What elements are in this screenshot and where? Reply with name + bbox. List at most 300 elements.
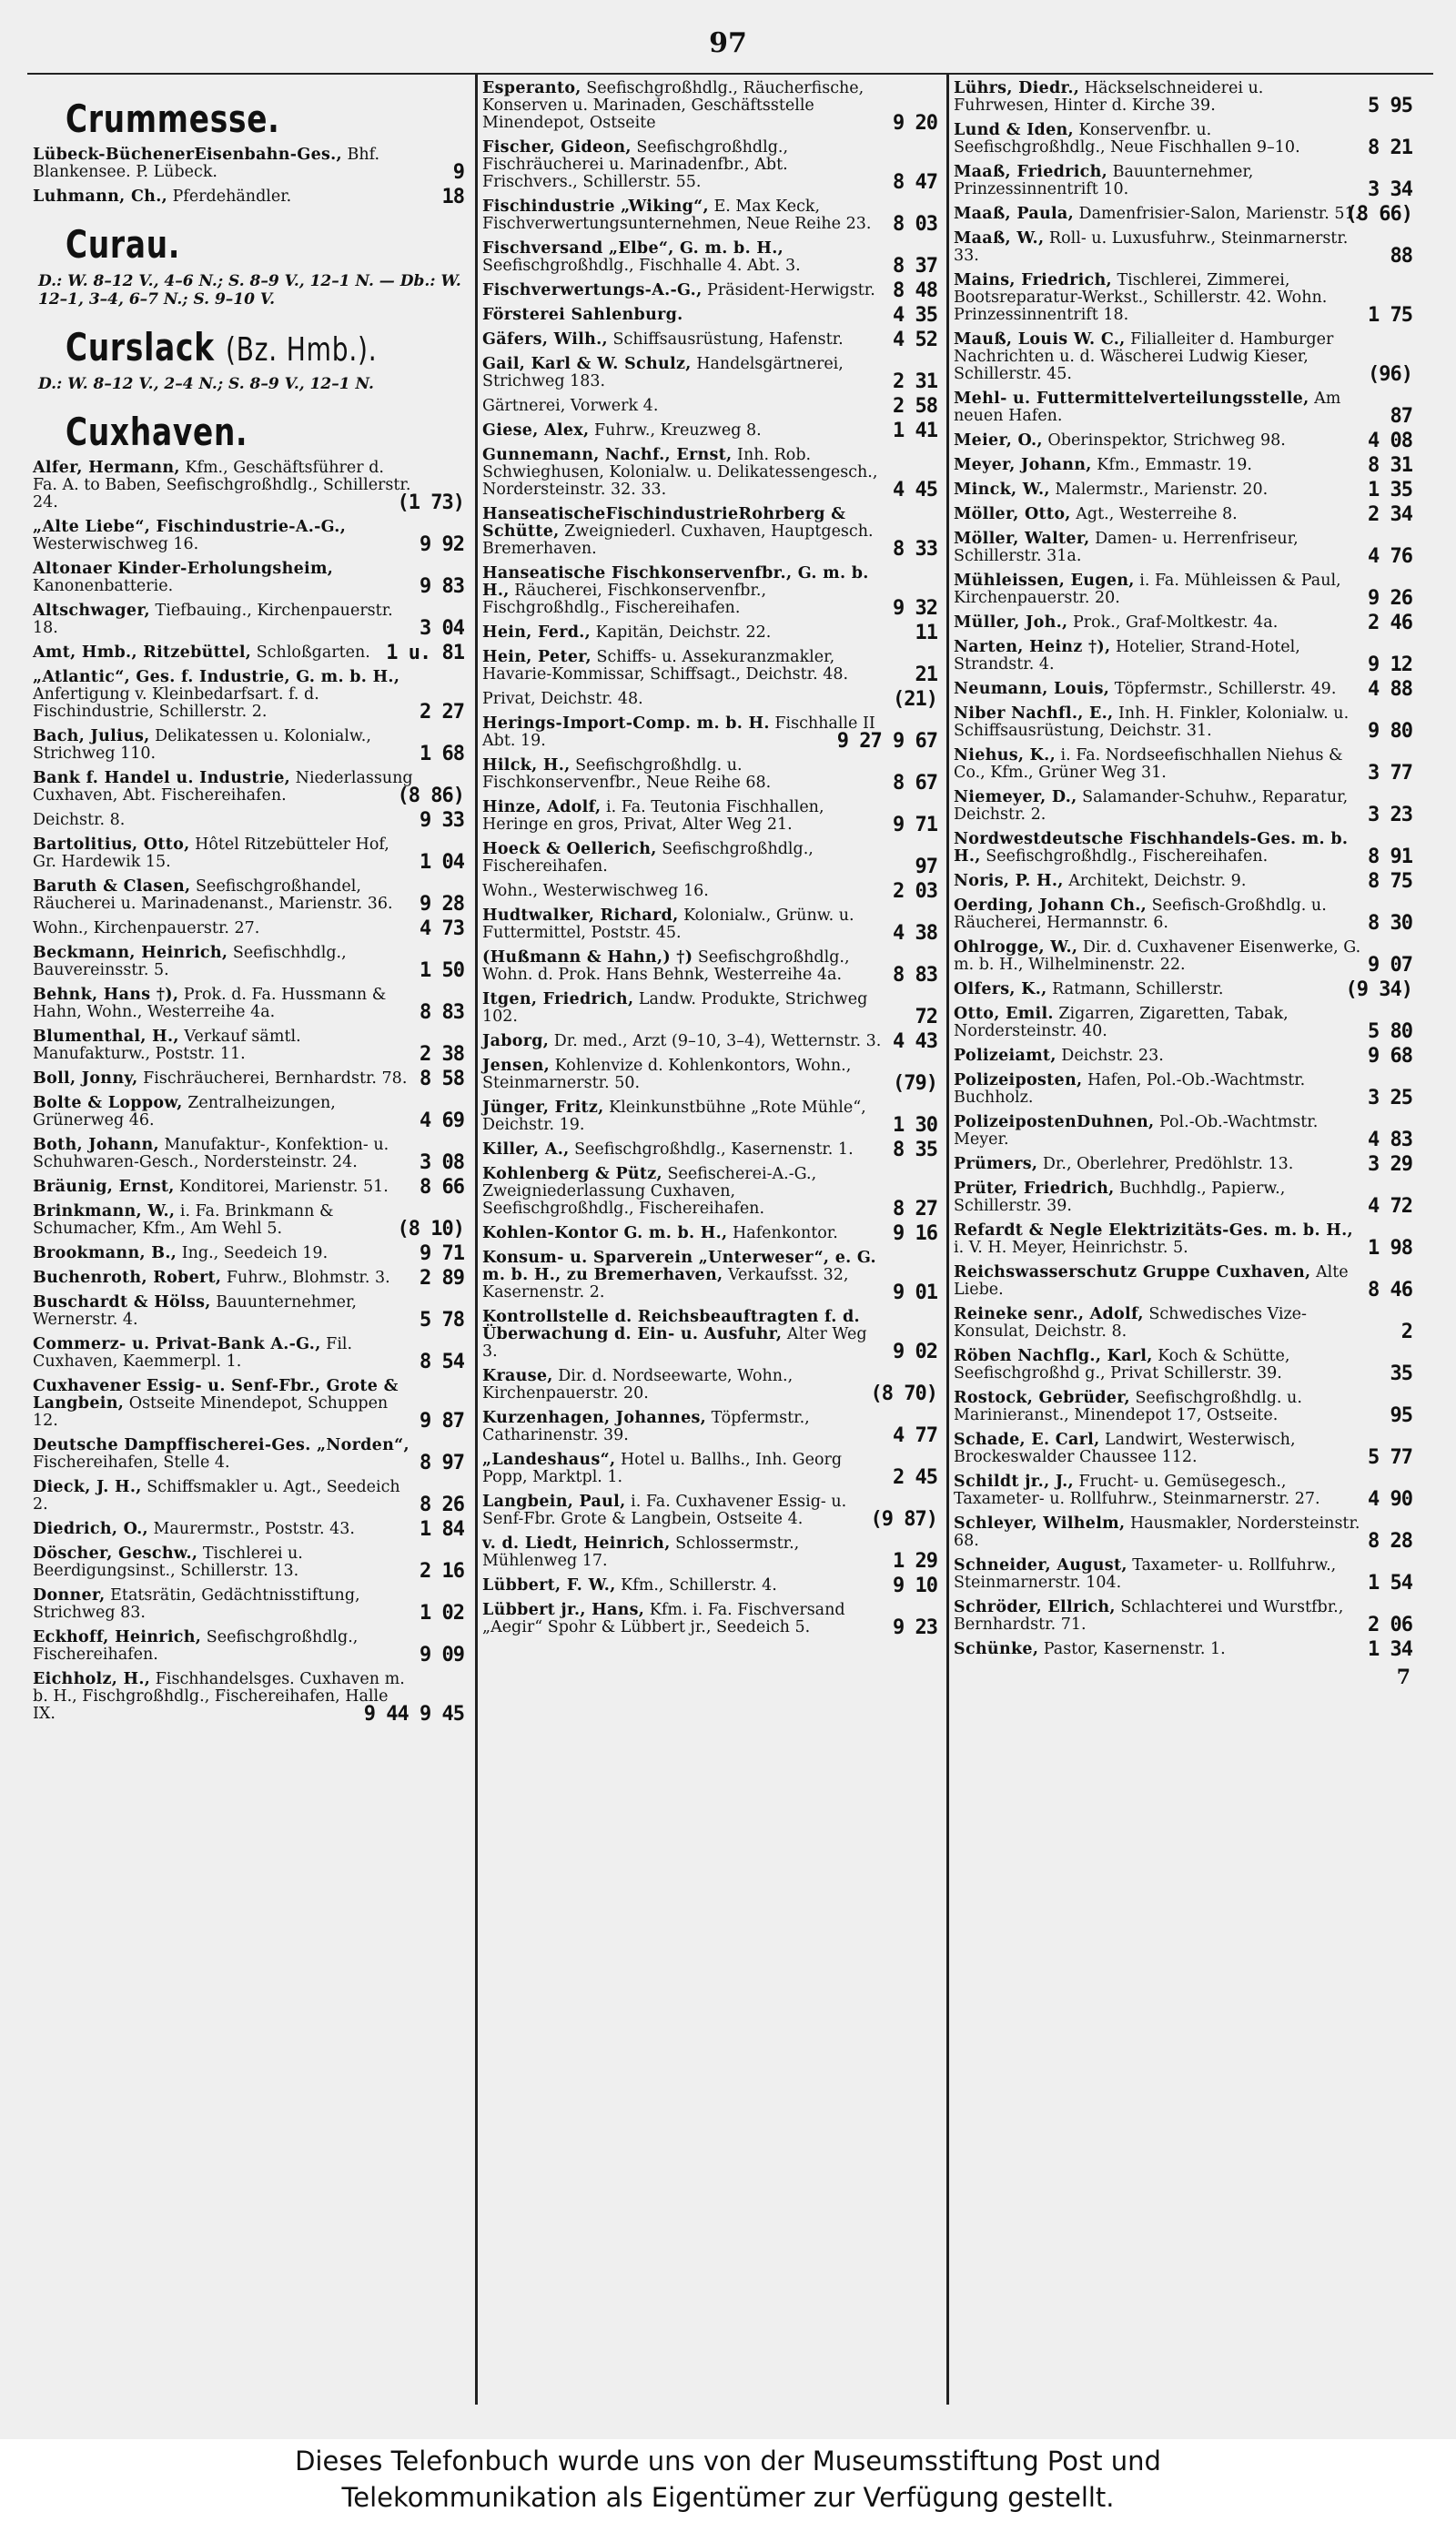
directory-entry — [33, 1202, 470, 1241]
phone-number: 2 89 — [420, 1267, 464, 1290]
directory-entry — [33, 1377, 470, 1433]
entry-name: Lund & Iden, — [954, 121, 1074, 139]
directory-entry — [954, 1638, 1418, 1661]
entry-details: Verkauf sämtl. Manufakturw., Poststr. 11. — [33, 1028, 301, 1063]
phone-number: 87 — [1390, 405, 1412, 428]
entry-details: i. Fa. Cuxhavener Essig- u. Senf-Fbr. Grote & Langbein, Ostseite 4. — [482, 1493, 847, 1528]
phone-number: 9 09 — [420, 1644, 464, 1666]
phone-number: 9 27 9 67 — [836, 730, 937, 753]
town-name: Curau. — [66, 222, 181, 267]
entry-details: Konditorei, Marienstr. 51. — [179, 1178, 389, 1196]
entry-details: Seefischgroßhdlg., Fischräucherei u. Marinadenfbr., Abt. Frischvers., Schillerstr. 55. — [482, 138, 789, 191]
phone-number: 5 95 — [1368, 95, 1412, 117]
phone-number: (9 87) — [870, 1508, 937, 1531]
entry-details: Roll- u. Luxusfuhrw., Steinmarnerstr. 33. — [954, 229, 1349, 265]
directory-entry — [954, 614, 1418, 632]
town-heading — [66, 410, 380, 454]
directory-entry — [954, 831, 1418, 866]
phone-number: 8 33 — [893, 538, 937, 561]
entry-details: Seefischgroßhdlg., Fischhalle 4. Abt. 3. — [482, 257, 801, 275]
directory-entry — [954, 1556, 1418, 1595]
entry-details: Fischereihafen, Stelle 4. — [33, 1453, 230, 1472]
entry-details: Bhf. Blankensee. P. Lübeck. — [33, 146, 380, 181]
directory-entry — [33, 770, 470, 805]
entry-name: Eckhoff, Heinrich, — [33, 1628, 202, 1646]
entry-name: Krause, — [482, 1367, 553, 1385]
entry-details: i. V. H. Meyer, Heinrichstr. 5. — [954, 1239, 1188, 1257]
directory-entry — [954, 1114, 1418, 1149]
entry-name: Herings-Import-Comp. m. b. H. — [482, 714, 770, 733]
entry-name: Jaborg, — [482, 1032, 550, 1050]
entry-name: Gäfers, Wilh., — [482, 330, 608, 349]
directory-entry — [33, 1670, 470, 1726]
entry-details: i. Fa. Nordseefischhallen Niehus & Co., Kfm., Grüner Weg 31. — [954, 746, 1343, 782]
entry-details: Pastor, Kasernenstr. 1. — [1043, 1640, 1226, 1658]
phone-number: 1 u. 81 — [386, 642, 464, 664]
directory-entry — [954, 432, 1418, 450]
directory-entry — [954, 330, 1418, 386]
entry-details: Hafen, Pol.-Ob.-Wachtmstr. Buchholz. — [954, 1071, 1306, 1107]
entry-details: Maurermstr., Poststr. 43. — [153, 1520, 355, 1538]
directory-entry — [954, 1431, 1418, 1469]
phone-number: (96) — [1368, 363, 1412, 386]
entry-name: Schneider, August, — [954, 1556, 1127, 1575]
entry-name: Lübeck-BüchenerEisenbahn-Ges., — [33, 146, 342, 164]
entry-details: Alte Liebe. — [954, 1263, 1349, 1299]
entry-name: Konsum- u. Sparverein „Unterweser“, e. G. m. b. H., zu Bremerhaven, — [482, 1249, 876, 1284]
entry-details: Damenfrisier-Salon, Marienstr. 51. — [1078, 205, 1360, 223]
entry-details: Kfm., Geschäftsführer d. Fa. A. to Baben, Seefischgroßhdlg., Schillerstr. 24. — [33, 459, 411, 511]
phone-number: 4 77 — [893, 1424, 937, 1447]
entry-details: Dr. med., Arzt (9–10, 3–4), Wetternstr. 3. — [553, 1032, 882, 1050]
directory-entry — [33, 560, 470, 598]
entry-details: Dir. d. Nordseewarte, Wohn., Kirchenpauerstr. 20. — [482, 1367, 794, 1403]
entry-name: Prümers, — [954, 1155, 1038, 1173]
phone-number: 2 58 — [893, 395, 937, 418]
entry-details: Westerwischweg 16. — [33, 535, 199, 553]
directory-entry — [954, 122, 1418, 157]
entry-name: Buchenroth, Robert, — [33, 1269, 222, 1287]
entry-details: Zweigniederl. Cuxhaven, Hauptgesch. Bremerhaven. — [482, 522, 874, 558]
directory-entry — [954, 1005, 1418, 1043]
phone-number: 4 69 — [420, 1109, 464, 1132]
entry-name: Otto, Emil. — [954, 1005, 1054, 1023]
entry-details: Frucht- u. Gemüsegesch., Taxameter- u. Rollfuhrw., Steinmarnerstr. 27. — [954, 1473, 1320, 1508]
directory-entry — [33, 1293, 470, 1332]
entry-details: Prok. d. Fa. Hussmann & Hahn, Wohn., Westerreihe 4a. — [33, 986, 387, 1021]
phone-number: 4 43 — [893, 1030, 937, 1053]
phone-number: 8 75 — [1368, 870, 1412, 893]
entry-details: Präsident-Herwigstr. — [707, 281, 875, 299]
directory-entry — [33, 728, 470, 763]
phone-number: 8 83 — [893, 964, 937, 987]
entry-details: Ratmann, Schillerstr. — [1052, 980, 1224, 998]
phone-number: 9 71 — [893, 814, 937, 836]
phone-number: 9 83 — [420, 575, 464, 598]
entry-name: Reineke senr., Adolf, — [954, 1305, 1144, 1323]
phone-number: 72 — [915, 1006, 937, 1028]
phone-number: 1 98 — [1368, 1237, 1412, 1260]
directory-entry — [33, 986, 470, 1024]
entry-name: Amt, Hmb., Ritzebüttel, — [33, 643, 252, 662]
entry-name: Fischindustrie „Wiking“, — [482, 198, 709, 216]
entry-details: Hafenkontor. — [733, 1224, 838, 1242]
entry-name: Schleyer, Wilhelm, — [954, 1514, 1126, 1533]
directory-entry — [954, 870, 1418, 893]
directory-entry — [482, 688, 943, 711]
entry-details: Hotelier, Strand-Hotel, Strandstr. 4. — [954, 638, 1300, 674]
entry-name: Fischversand „Elbe“, G. m. b. H., — [482, 239, 784, 258]
entry-name: Maaß, Paula, — [954, 205, 1074, 223]
entry-name: Schünke, — [954, 1640, 1039, 1658]
directory-entry — [954, 1153, 1418, 1176]
entry-details: Schlachterei und Wurstfbr., Bernhardstr. 71. — [954, 1598, 1344, 1634]
directory-entry — [482, 649, 943, 684]
phone-number: 4 38 — [893, 922, 937, 945]
entry-name: Polizeiamt, — [954, 1047, 1057, 1065]
directory-entry — [482, 1409, 943, 1447]
phone-number: 8 58 — [420, 1068, 464, 1090]
phone-number: (8 66) — [1345, 203, 1412, 226]
town-subtitle: (Bz. Hmb.). — [225, 331, 378, 369]
phone-number: 21 — [915, 663, 937, 686]
directory-entry — [33, 1136, 470, 1174]
phone-number: 1 34 — [1368, 1638, 1412, 1661]
phone-number: 9 26 — [1368, 587, 1412, 610]
directory-entry — [33, 668, 470, 724]
entry-details: Schloßgarten. — [256, 643, 370, 662]
phone-number: 8 97 — [420, 1452, 464, 1474]
entry-name: Esperanto, — [482, 79, 581, 97]
entry-name: Lübbert, F. W., — [482, 1576, 616, 1595]
entry-details: Am neuen Hafen. — [954, 390, 1341, 425]
entry-details: Bauunternehmer, Wernerstr. 4. — [33, 1293, 357, 1329]
entry-details: Delikatessen u. Kolonialw., Strichweg 110. — [33, 727, 371, 763]
entry-details: Schiffs- u. Assekuranzmakler, Havarie-Kommissar, Schiffsagt., Deichstr. 48. — [482, 648, 849, 684]
directory-entry — [33, 602, 470, 640]
entry-name: Röben Nachflg., Karl, — [954, 1347, 1153, 1365]
directory-entry — [954, 1180, 1418, 1218]
entry-name: Luhmann, Ch., — [33, 187, 167, 206]
entry-name: Olfers, K., — [954, 980, 1047, 998]
directory-entry — [954, 503, 1418, 526]
entry-name: Buschardt & Hölss, — [33, 1293, 211, 1312]
directory-entry — [954, 203, 1418, 226]
entry-details: i. Fa. Teutonia Fischhallen, Heringe en gros, Privat, Alter Weg 21. — [482, 798, 824, 834]
phone-number: 2 — [1400, 1321, 1412, 1343]
entry-details: Fuhrw., Kreuzweg 8. — [593, 421, 762, 440]
entry-name: Hoeck & Oellerich, — [482, 840, 657, 858]
entry-name: Rostock, Gebrüder, — [954, 1389, 1130, 1407]
entry-details: Hotel u. Ballhs., Inh. Georg Popp, Marktpl. 1. — [482, 1451, 843, 1486]
entry-details: Oberinspektor, Strichweg 98. — [1047, 431, 1286, 450]
entry-name: Deutsche Dampffischerei-Ges. „Norden“, — [33, 1436, 410, 1454]
entry-name: Bräunig, Ernst, — [33, 1178, 175, 1196]
entry-name: Hein, Peter, — [482, 648, 592, 666]
directory-entry — [33, 1518, 470, 1541]
entry-name: Itgen, Friedrich, — [482, 990, 634, 1008]
entry-details: Kfm. i. Fa. Fischversand „Aegir“ Spohr & Lübbert jr., Seedeich 5. — [482, 1601, 845, 1636]
entry-details: Pferdehändler. — [172, 187, 292, 206]
entry-details: Zentralheizungen, Grünerweg 46. — [33, 1094, 336, 1129]
directory-entry — [482, 331, 943, 349]
phone-number: 4 83 — [1368, 1129, 1412, 1151]
directory-entry — [482, 1534, 943, 1573]
phone-number: 9 71 — [420, 1242, 464, 1265]
directory-entry — [482, 1099, 943, 1137]
town-heading — [66, 325, 380, 370]
town-name: Cuxhaven. — [66, 410, 248, 454]
phone-number: 1 84 — [420, 1518, 464, 1541]
phone-number: 8 67 — [893, 772, 937, 795]
entry-details: Seefischhdlg., Bauvereinsstr. 5. — [33, 944, 347, 979]
directory-entry — [954, 1221, 1418, 1260]
entry-details: Buchhdlg., Papierw., Schillerstr. 39. — [954, 1180, 1286, 1215]
phone-number: 9 16 — [893, 1222, 937, 1245]
phone-number: 9 32 — [893, 597, 937, 620]
entry-details: Anfertigung v. Kleinbedarfsart. f. d. Fischindustrie, Schillerstr. 2. — [33, 685, 319, 721]
phone-number: 2 16 — [420, 1560, 464, 1583]
entry-name: Hinze, Adolf, — [482, 798, 602, 816]
directory-entry — [954, 454, 1418, 477]
phone-number: 1 29 — [893, 1550, 937, 1573]
phone-number: (79) — [893, 1072, 937, 1095]
phone-number: 2 27 — [420, 701, 464, 724]
entry-details: Seefischgroßhdlg., Kasernenstr. 1. — [574, 1140, 854, 1159]
column-divider-1 — [475, 75, 478, 2405]
entry-details: Räucherei, Fischkonservenfbr., Fischgroßhdlg., Fischereihafen. — [482, 582, 767, 617]
entry-name: Bach, Julius, — [33, 727, 150, 745]
directory-entry — [482, 564, 943, 620]
entry-details: Salamander-Schuhw., Reparatur, Deichstr. 2. — [954, 788, 1349, 824]
phone-number: 1 41 — [893, 420, 937, 442]
phone-number: 3 08 — [420, 1151, 464, 1174]
phone-number: 8 48 — [893, 279, 937, 302]
entry-name: „Alte Liebe“, Fischindustrie-A.-G., — [33, 518, 347, 536]
entry-details: Kleinkunstbühne „Rote Mühle“, Deichstr. 19. — [482, 1099, 866, 1134]
entry-details: Landwirt, Westerwisch, Brockeswalder Chaussee 112. — [954, 1431, 1296, 1466]
entry-name: „Landeshaus“, — [482, 1451, 616, 1469]
entry-name: Ohlrogge, W., — [954, 938, 1078, 957]
phone-number: 4 08 — [1368, 430, 1412, 452]
directory-entry — [482, 355, 943, 393]
phone-number: 5 78 — [420, 1309, 464, 1332]
entry-name: Oerding, Johann Ch., — [954, 896, 1148, 915]
directory-entry — [954, 229, 1418, 268]
page-number: 97 — [709, 27, 747, 59]
entry-details: Koch & Schütte, Seefischgroßhd g., Privat Schillerstr. 39. — [954, 1347, 1290, 1383]
entry-details: Ing., Seedeich 19. — [181, 1244, 329, 1262]
phone-number: 11 — [915, 622, 937, 644]
phone-number: 9 02 — [893, 1341, 937, 1363]
directory-entry — [954, 678, 1418, 701]
phone-number: (8 86) — [397, 785, 464, 807]
directory-entry — [482, 505, 943, 561]
directory-entry — [482, 79, 943, 135]
entry-details: Ostseite Minendepot, Schuppen 12. — [33, 1394, 389, 1430]
directory-entry — [482, 1493, 943, 1531]
entry-details: Privat, Deichstr. 48. — [482, 690, 643, 708]
entry-name: Schröder, Ellrich, — [954, 1598, 1116, 1616]
entry-name: Boll, Jonny, — [33, 1069, 138, 1088]
directory-entry — [482, 138, 943, 194]
entry-details: Landw. Produkte, Strichweg 102. — [482, 990, 868, 1026]
directory-entry — [954, 746, 1418, 785]
phone-number: 9 — [452, 161, 464, 184]
directory-entry — [954, 1072, 1418, 1107]
entry-name: Cuxhavener Essig- u. Senf-Fbr., Grote & Langbein, — [33, 1377, 399, 1413]
directory-entry — [954, 1045, 1418, 1068]
entry-details: Seefischgroßhandel, Räucherei u. Marinadenanst., Marienstr. 36. — [33, 877, 393, 913]
directory-entry — [954, 1306, 1418, 1341]
entry-name: Hilck, H., — [482, 756, 571, 775]
entry-details: Hôtel Ritzebütteler Hof, Gr. Hardewik 15. — [33, 836, 389, 871]
entry-details: Niederlassung Cuxhaven, Abt. Fischereihafen. — [33, 769, 413, 805]
entry-name: Polizeiposten, — [954, 1071, 1083, 1089]
header-rule — [27, 73, 1433, 75]
entry-name: Nordwestdeutsche Fischhandels-Ges. m. b. H., — [954, 830, 1349, 866]
phone-number: 4 88 — [1368, 678, 1412, 701]
phone-number: 8 37 — [893, 255, 937, 278]
directory-entry — [482, 756, 943, 795]
entry-details: Gärtnerei, Vorwerk 4. — [482, 397, 659, 415]
phone-number: 97 — [915, 856, 937, 878]
directory-entry — [954, 1514, 1418, 1553]
phone-number: 9 44 9 45 — [363, 1703, 464, 1726]
entry-name: Baruth & Clasen, — [33, 877, 191, 896]
column-1 — [33, 80, 470, 1730]
phone-number: 4 45 — [893, 479, 937, 501]
directory-entry — [33, 1545, 470, 1583]
entry-name: Narten, Heinz †), — [954, 638, 1111, 656]
entry-details: Seefischgroßhdlg., Fischereihafen. — [986, 847, 1269, 866]
column-footer-mark: 7 — [1396, 1666, 1410, 1689]
entry-name: Fischer, Gideon, — [482, 138, 632, 157]
entry-details: Seefischgroßhdlg., Räucherfische, Konserven u. Marinaden, Geschäftsstelle Minendepot, Ostseite — [482, 79, 864, 132]
ownership-notice-line-2: Telekommunikation als Eigentümer zur Verfügung gestellt. — [341, 2482, 1115, 2513]
entry-details: Kapitän, Deichstr. 22. — [595, 623, 772, 642]
directory-entry — [954, 1473, 1418, 1511]
entry-name: HanseatischeFischindustrieRohrberg & Schütte, — [482, 505, 846, 541]
phone-number: 8 66 — [420, 1176, 464, 1199]
phone-number: 2 31 — [893, 370, 937, 393]
phone-number: 1 02 — [420, 1602, 464, 1625]
entry-details: Häckselschneiderei u. Fuhrwesen, Hinter d. Kirche 39. — [954, 79, 1264, 115]
entry-name: Gail, Karl & W. Schulz, — [482, 355, 692, 373]
directory-entry — [33, 1586, 470, 1625]
phone-number: 18 — [441, 186, 464, 208]
entry-details: Prok., Graf-Moltkestr. 4a. — [1073, 613, 1279, 632]
entry-name: Giese, Alex, — [482, 421, 590, 440]
entry-name: „Atlantic“, Ges. f. Industrie, G. m. b. H., — [33, 668, 400, 686]
entry-name: Hudtwalker, Richard, — [482, 907, 679, 925]
directory-entry — [954, 530, 1418, 568]
phone-number: 1 75 — [1368, 304, 1412, 327]
entry-details: Kohlenvize d. Kohlenkontors, Wohn., Steinmarnerstr. 50. — [482, 1057, 852, 1092]
entry-details: Etatsrätin, Gedächtnisstiftung, Strichweg 83. — [33, 1586, 360, 1622]
directory-entry — [33, 917, 470, 940]
column-2 — [482, 80, 943, 1644]
directory-entry — [954, 1263, 1418, 1302]
entry-name: Lübbert jr., Hans, — [482, 1601, 645, 1619]
directory-entry — [954, 978, 1418, 1001]
phone-number: 1 50 — [420, 959, 464, 982]
phone-number: 8 91 — [1368, 846, 1412, 868]
entry-details: Seefisch-Großhdlg. u. Räucherei, Hermannstr. 6. — [954, 896, 1327, 932]
phone-number: 3 29 — [1368, 1153, 1412, 1176]
phone-number: 2 03 — [893, 880, 937, 903]
entry-details: Hausmakler, Nordersteinstr. 68. — [954, 1514, 1360, 1550]
entry-details: Inh. H. Finkler, Kolonialw. u. Schiffsausrüstung, Deichstr. 31. — [954, 704, 1350, 740]
phone-number: 35 — [1390, 1362, 1412, 1385]
entry-name: Altonaer Kinder-Erholungsheim, — [33, 560, 334, 578]
entry-name: Brookmann, B., — [33, 1244, 177, 1262]
directory-entry — [954, 938, 1418, 977]
directory-entry — [482, 841, 943, 876]
entry-details: Tischlerei u. Beerdigungsinst., Schillerstr. 13. — [33, 1545, 303, 1580]
entry-name: Kontrollstelle d. Reichsbeauftragten f. d. Überwachung d. Ein- u. Ausfuhr, — [482, 1308, 860, 1343]
entry-name: Meyer, Johann, — [954, 456, 1092, 474]
entry-name: Kohlenberg & Pütz, — [482, 1165, 662, 1183]
directory-entry — [482, 422, 943, 440]
entry-details: Deichstr. 8. — [33, 811, 126, 829]
entry-name: Jünger, Fritz, — [482, 1099, 604, 1117]
phone-number: 95 — [1390, 1404, 1412, 1427]
ownership-notice — [0, 2439, 1456, 2522]
entry-details: E. Max Keck, Fischverwertungsunternehmen, Neue Reihe 23. — [482, 198, 872, 233]
entry-name: Mehl- u. Futtermittelverteilungsstelle, — [954, 390, 1309, 408]
phone-number: 8 03 — [893, 213, 937, 236]
entry-details: Seefischgroßhdlg. u. Fischkonservenfbr., Neue Reihe 68. — [482, 756, 772, 792]
entry-details: Wohn., Kirchenpauerstr. 27. — [33, 919, 260, 937]
phone-number: 4 73 — [420, 917, 464, 940]
directory-entry — [33, 944, 470, 982]
entry-name: Gunnemann, Nachf., Ernst, — [482, 446, 733, 464]
directory-entry — [482, 1309, 943, 1361]
entry-name: Brinkmann, W., — [33, 1202, 176, 1220]
entry-details: Konservenfbr. u. Seefischgroßhdlg., Neue Fischhallen 9–10. — [954, 121, 1300, 157]
directory-entry — [482, 447, 943, 499]
entry-name: Mühleissen, Eugen, — [954, 572, 1135, 590]
entry-name: Commerz- u. Privat-Bank A.-G., — [33, 1335, 321, 1353]
entry-name: Hein, Ferd., — [482, 623, 592, 642]
entry-name: Jensen, — [482, 1057, 551, 1075]
phone-number: (9 34) — [1345, 978, 1412, 1001]
directory-entry — [33, 1479, 470, 1514]
office-hours: D.: W. 8–12 V., 4–6 N.; S. 8–9 V., 12–1 N. — Db.: W. 12–1, 3–4, 6–7 N.; S. 9–10 V. — [38, 272, 461, 309]
directory-entry — [482, 395, 943, 418]
phone-number: 9 28 — [420, 893, 464, 916]
entry-details: Manufaktur-, Konfektion- u. Schuhwaren-Gesch., Nordersteinstr. 24. — [33, 1136, 389, 1171]
entry-details: i. Fa. Mühleissen & Paul, Kirchenpauerstr. 20. — [954, 572, 1341, 607]
entry-name: Bolte & Loppow, — [33, 1094, 183, 1112]
entry-details: Pol.-Ob.-Wachtmstr. Meyer. — [954, 1113, 1319, 1149]
town-name: Curslack — [66, 325, 215, 370]
entry-name: Lührs, Diedr., — [954, 79, 1080, 97]
entry-name: Maaß, W., — [954, 229, 1045, 248]
entry-details: Fischhalle II Abt. 19. — [482, 714, 875, 750]
phone-number: 8 27 — [893, 1198, 937, 1220]
phone-number: 8 28 — [1368, 1530, 1412, 1553]
directory-entry — [954, 896, 1418, 935]
directory-entry — [33, 1437, 470, 1472]
column-3 — [954, 80, 1418, 1689]
directory-entry — [954, 163, 1418, 201]
phone-number: 2 06 — [1368, 1614, 1412, 1636]
phone-number: 8 35 — [893, 1139, 937, 1161]
phone-number: (21) — [893, 688, 937, 711]
phone-number: (1 73) — [397, 491, 464, 514]
